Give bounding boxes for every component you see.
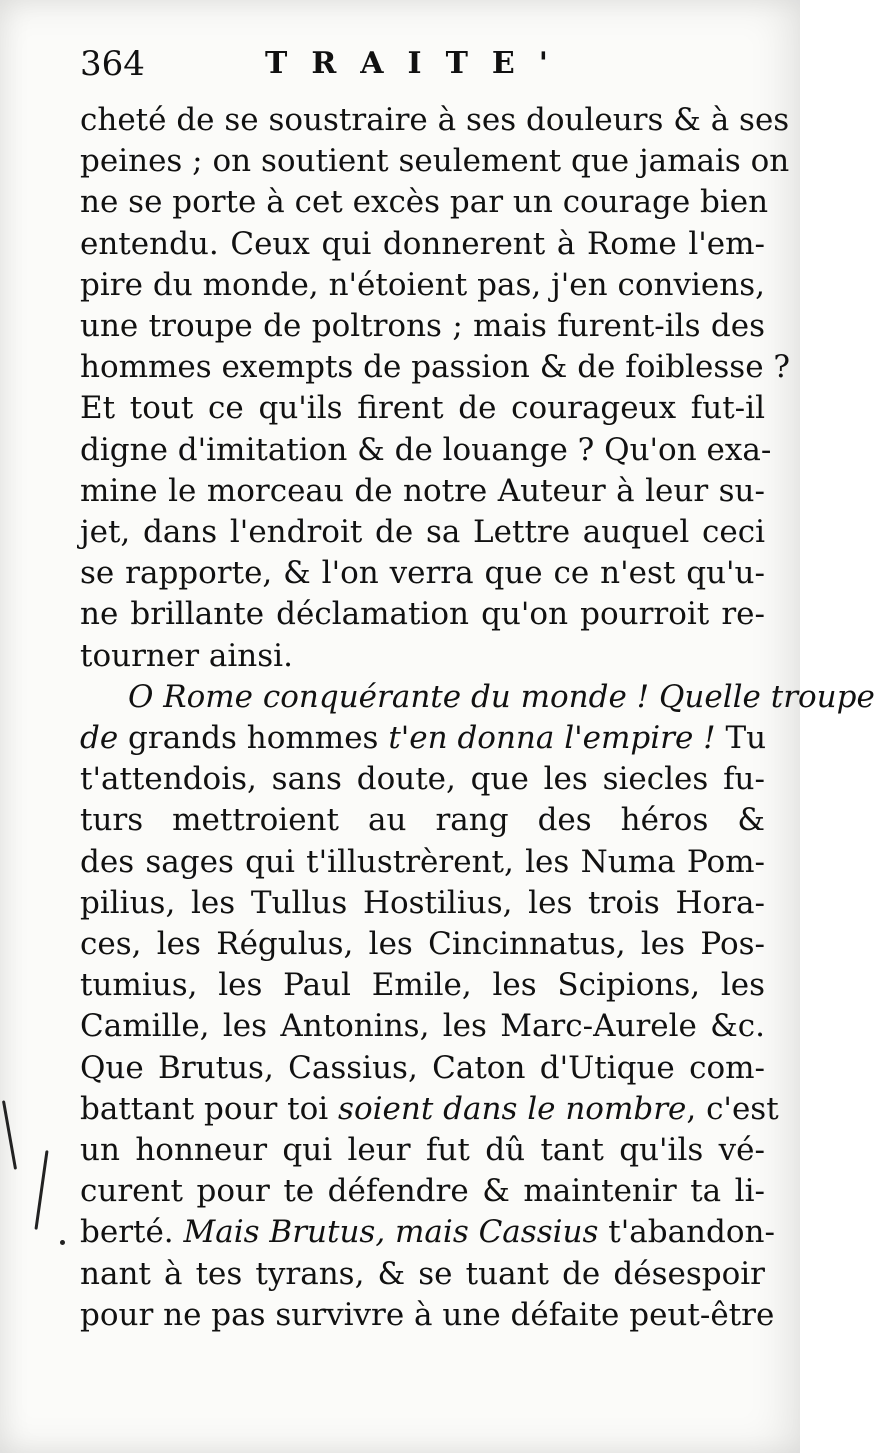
text-line xyxy=(80,1171,765,1212)
text-run: berté. xyxy=(80,1214,184,1251)
text-line xyxy=(80,718,765,759)
text-run: t'abandon- xyxy=(598,1214,775,1251)
text-run: peines ; on soutient seulement que jamais on xyxy=(80,143,790,180)
text-line xyxy=(80,1254,765,1295)
text-line xyxy=(80,965,765,1006)
text-line xyxy=(80,471,765,512)
italic-text: O Rome conquérante du monde ! Quelle troupe xyxy=(128,678,875,715)
text-run: , c'est xyxy=(686,1090,779,1127)
text-line xyxy=(80,1295,775,1336)
text-line xyxy=(80,141,790,182)
text-line xyxy=(80,594,765,635)
text-run: entendu. Ceux qui donnerent à Rome l'em- xyxy=(80,225,765,262)
text-run: jet, dans l'endroit de sa Lettre auquel ceci xyxy=(80,514,765,551)
italic-text: soient dans le nombre xyxy=(338,1090,687,1127)
text-line xyxy=(80,347,791,388)
text-line xyxy=(80,636,765,677)
text-line xyxy=(80,883,765,924)
text-line xyxy=(80,388,765,429)
text-run: cheté de se soustraire à ses douleurs & à ses xyxy=(80,102,790,138)
margin-mark xyxy=(34,1150,48,1230)
body-text xyxy=(80,100,875,1336)
text-line xyxy=(80,1130,765,1171)
text-run: grands hommes xyxy=(118,720,389,757)
text-line xyxy=(80,1006,765,1047)
text-run: pilius, les Tullus Hostilius, les trois Hora- xyxy=(80,884,765,921)
margin-mark xyxy=(60,1240,65,1245)
text-run: Camille, les Antonins, les Marc-Aurele &c. xyxy=(80,1008,765,1045)
text-line xyxy=(80,1048,765,1089)
italic-text: t'en donna l'empire ! xyxy=(388,720,716,757)
text-line xyxy=(80,842,765,883)
text-run: nant à tes tyrans, & se tuant de désespoir xyxy=(80,1255,765,1292)
text-line xyxy=(80,1089,779,1130)
text-run: Que Brutus, Cassius, Caton d'Utique com- xyxy=(80,1049,765,1086)
margin-mark xyxy=(2,1100,17,1169)
text-line xyxy=(80,1212,775,1253)
text-run: une troupe de poltrons ; mais furent-ils des xyxy=(80,308,765,345)
page-header xyxy=(80,34,760,94)
text-run: pire du monde, n'étoient pas, j'en conviens, xyxy=(80,266,765,303)
text-line xyxy=(80,100,790,141)
text-run: tourner ainsi. xyxy=(80,637,293,674)
text-run: turs mettroient au rang des héros & xyxy=(80,802,765,839)
text-run: Et tout ce qu'ils firent de courageux fut-il xyxy=(80,390,765,427)
text-line xyxy=(80,759,765,800)
text-run: se rapporte, & l'on verra que ce n'est qu'u- xyxy=(80,555,765,592)
text-run: ne se porte à cet excès par un courage bien xyxy=(80,184,769,221)
text-line xyxy=(80,800,765,841)
text-run: t'attendois, sans doute, que les siecles fu- xyxy=(80,761,765,798)
text-run: battant pour toi xyxy=(80,1090,339,1127)
text-line xyxy=(80,677,875,718)
running-title: TRAITE' xyxy=(265,46,572,81)
text-line xyxy=(80,512,765,553)
text-line xyxy=(80,224,765,265)
text-run: curent pour te défendre & maintenir ta li- xyxy=(80,1173,765,1210)
italic-text: de xyxy=(80,720,119,757)
text-run: pour ne pas survivre à une défaite peut-être xyxy=(80,1296,775,1333)
text-line xyxy=(80,553,765,594)
text-line xyxy=(80,924,765,965)
page-number: 364 xyxy=(80,44,145,84)
text-line xyxy=(80,265,765,306)
text-run: Tu xyxy=(715,720,767,757)
text-run: ces, les Régulus, les Cincinnatus, les Pos- xyxy=(80,926,765,963)
text-run: un honneur qui leur fut dû tant qu'ils vé- xyxy=(80,1132,765,1169)
text-line xyxy=(80,306,765,347)
text-line xyxy=(80,182,769,223)
text-run: des sages qui t'illustrèrent, les Numa Pom- xyxy=(80,843,765,880)
text-run: hommes exempts de passion & de foiblesse ? xyxy=(80,349,791,386)
italic-text: Mais Brutus, mais Cassius xyxy=(183,1214,599,1251)
text-run: tumius, les Paul Emile, les Scipions, les xyxy=(80,967,765,1004)
text-run: mine le morceau de notre Auteur à leur su- xyxy=(80,472,765,509)
text-run: digne d'imitation & de louange ? Qu'on exa- xyxy=(80,431,772,468)
text-line xyxy=(80,430,772,471)
text-run: ne brillante déclamation qu'on pourroit re- xyxy=(80,596,765,633)
